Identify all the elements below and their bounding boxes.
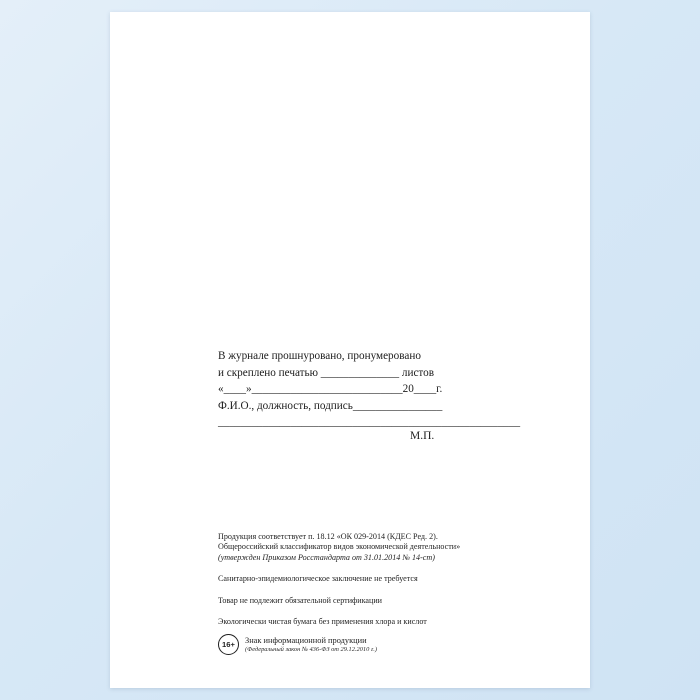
signature-line-2: и скреплено печатью ______________ листов xyxy=(218,366,435,379)
legal-spacer-3 xyxy=(218,606,558,617)
eco-note: Экологически чистая бумага без применения хлора и кислот xyxy=(218,617,427,627)
stamp-placeholder: М.П. xyxy=(410,430,435,442)
signature-line-5: ______________________________________________________ xyxy=(218,416,521,428)
age-rating-note: (Федеральный закон № 436-ФЗ от 29.12.2010 г.) xyxy=(245,645,378,653)
age-rating-text xyxy=(245,636,377,654)
sanitary-note: Санитарно-эпидемиологическое заключение не требуется xyxy=(218,574,418,584)
document-page-content xyxy=(110,12,590,688)
signature-line-4: Ф.И.О., должность, подпись________________ xyxy=(218,399,443,412)
compliance-line-3: (утвержден Приказом Росстандарта от 31.01.2014 № 14-ст) xyxy=(218,552,435,562)
signature-line-1: В журнале прошнуровано, пронумеровано xyxy=(218,350,421,362)
compliance-line-1: Продукция соответствует п. 18.12 «ОК 029-2014 (КДЕС Ред. 2). xyxy=(218,532,438,541)
certification-note: Товар не подлежит обязательной сертификации xyxy=(218,595,383,605)
legal-block xyxy=(218,532,558,627)
legal-spacer-2 xyxy=(218,585,558,596)
signature-line-3: «____»___________________________20____г. xyxy=(218,383,443,395)
age-rating-badge-icon: 16+ xyxy=(218,634,239,655)
legal-spacer-1 xyxy=(218,563,558,574)
age-rating-title: Знак информационной продукции xyxy=(245,635,367,645)
document-page xyxy=(110,12,590,688)
compliance-line-2: Общероссийский классификатор видов экономической деятельности» xyxy=(218,542,461,552)
age-rating-row xyxy=(218,634,377,655)
signature-block xyxy=(218,348,548,431)
